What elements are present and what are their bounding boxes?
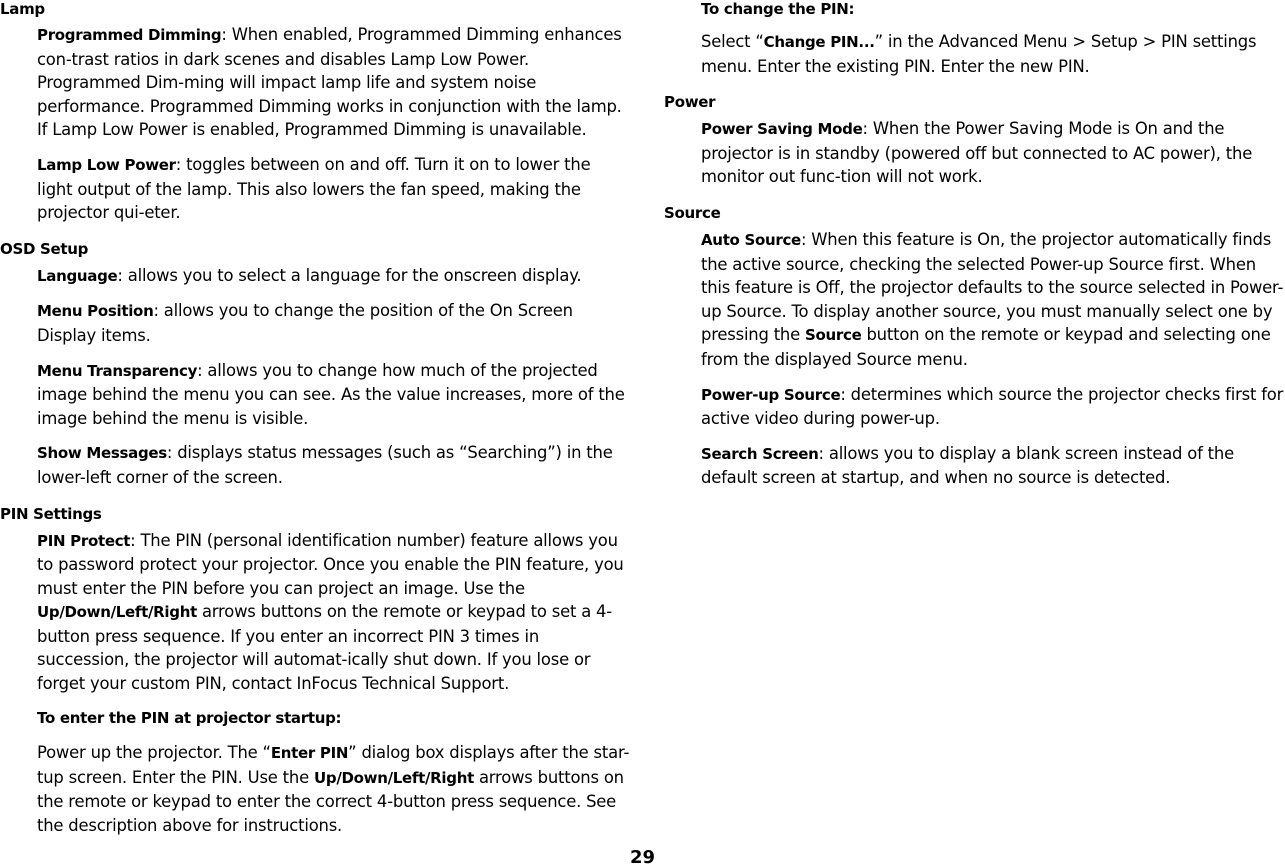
left-column [0, 0, 630, 838]
text-enter-pin-1: Power up the projector. The “ [37, 743, 271, 763]
text-auto-source-2: button on the remote or keypad and selecting one from the displayed Source menu. [701, 325, 1271, 369]
section-heading-source: Source [664, 203, 721, 222]
text-change-pin-2: ” in the Advanced Menu > Setup > PIN settings menu. Enter the existing PIN. Enter the new PIN. [701, 32, 1257, 76]
page-number: 29 [629, 847, 656, 868]
paragraph-search-screen [701, 442, 1285, 490]
text-pin-protect-2: arrows buttons on the remote or keypad to set a 4-button press sequence. If you enter an incorrect PIN 3 times in succession, the projector will automat-ically shut down. If you lose or forget your custom PIN, contact InFocus Technical Support. [37, 602, 612, 694]
text-change-pin-1: Select “ [701, 32, 764, 51]
text-power-up-source: : determines which source the projector checks first for active video during power-up. [701, 384, 1284, 429]
text-lamp-low-power: : toggles between on and off. Turn it on to lower the light output of the lamp. This also lowers the fan speed, making the projector qui-eter. [37, 154, 591, 223]
term-language: Language [37, 266, 118, 285]
keys-up-down-left-right: Up/Down/Left/Right [37, 603, 197, 622]
paragraph-programmed-dimming [37, 23, 630, 142]
text-language: : allows you to select a language for the onscreen display. [117, 265, 582, 285]
text-power-saving-mode: : When the Power Saving Mode is On and the projector is in standby (powered off but connected to AC power), the monitor out func-tion will not work. [701, 119, 1253, 187]
section-heading-pin-settings: PIN Settings [0, 504, 102, 523]
text-programmed-dimming: : When enabled, Programmed Dimming enhances con-trast ratios in dark scenes and disables Lamp Low Power. Programmed Dim-ming will impact lamp life and system noise performance. Programmed Dimming works in conjunction with the lamp. If Lamp Low Power is enabled, Programmed Dimming is unavailable. [37, 25, 622, 140]
paragraph-show-messages [37, 441, 630, 489]
term-show-messages: Show Messages [37, 444, 167, 463]
text-show-messages: : displays status messages (such as “Searching”) in the lower-left corner of the screen. [37, 443, 613, 487]
paragraph-enter-pin [37, 741, 630, 837]
right-column [664, 0, 1285, 490]
term-menu-position: Menu Position [37, 302, 154, 321]
text-auto-source-1: : When this feature is On, the projector automatically finds the active source, checking the selected Power-up Source first. When this feature is Off, the projector defaults to the source selected in Power-up Source. To display another source, you must manually select one by pressing the [701, 229, 1284, 345]
paragraph-auto-source [701, 228, 1285, 372]
term-power-up-source: Power-up Source [701, 385, 841, 404]
paragraph-language [37, 264, 630, 289]
paragraph-lamp-low-power [37, 153, 630, 225]
paragraph-change-pin [701, 30, 1285, 78]
term-programmed-dimming: Programmed Dimming [37, 26, 222, 44]
section-heading-osd-setup: OSD Setup [0, 239, 89, 258]
paragraph-power-up-source [701, 383, 1285, 431]
section-heading-power: Power [664, 93, 716, 112]
text-enter-pin-3: arrows buttons on the remote or keypad to enter the correct 4-button press sequence. See the description above for instructions. [37, 767, 624, 836]
section-heading-lamp: Lamp [0, 0, 45, 18]
subheading-enter-pin: To enter the PIN at projector startup: [37, 708, 342, 727]
term-search-screen: Search Screen [701, 444, 819, 463]
term-menu-transparency: Menu Transparency [37, 361, 198, 380]
term-power-saving-mode: Power Saving Mode [701, 120, 863, 139]
dialog-name-enter-pin: Enter PIN [270, 744, 349, 763]
text-pin-protect-1: : The PIN (personal identification number) feature allows you to password protect your projector. Once you enable the PIN feature, you must enter the PIN before you can project an image. Use the [37, 530, 624, 598]
term-pin-protect: PIN Protect [37, 531, 131, 550]
button-name-source: Source [805, 326, 862, 345]
menu-item-change-pin: Change PIN... [763, 33, 875, 51]
term-lamp-low-power: Lamp Low Power [37, 155, 176, 174]
keys-up-down-left-right-2: Up/Down/Left/Right [314, 768, 474, 787]
paragraph-menu-transparency [37, 359, 630, 431]
text-menu-position: : allows you to change the position of the On Screen Display items. [37, 301, 573, 345]
subheading-change-pin: To change the PIN: [701, 0, 855, 18]
text-menu-transparency: : allows you to change how much of the projected image behind the menu you can see. As the value increases, more of the image behind the menu is visible. [37, 360, 625, 428]
term-auto-source: Auto Source [701, 230, 801, 249]
paragraph-menu-position [37, 299, 630, 347]
paragraph-power-saving-mode [701, 117, 1285, 189]
paragraph-pin-protect [37, 529, 630, 696]
text-search-screen: : allows you to display a blank screen instead of the default screen at startup, and when no source is detected. [701, 443, 1234, 488]
text-enter-pin-2: ” dialog box displays after the star-tup screen. Enter the PIN. Use the [37, 743, 630, 787]
